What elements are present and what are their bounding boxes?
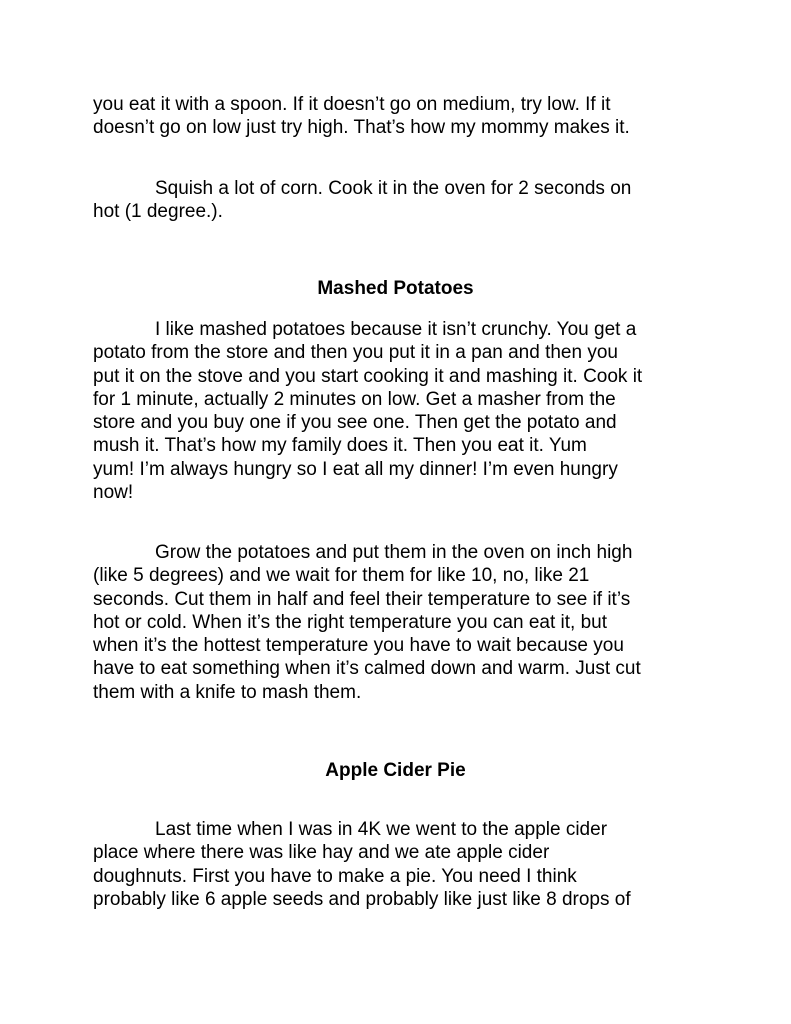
text-line: doesn’t go on low just try high. That’s how my mommy makes it. [93,117,630,139]
text-line: mush it. That’s how my family does it. Then you eat it. Yum [93,435,587,457]
text-line [93,541,713,564]
text-line-content: I like mashed potatoes because it isn’t crunchy. You get a [155,319,637,340]
section-heading-mashed-potatoes: Mashed Potatoes [317,278,474,299]
paragraph-corn-continued [93,93,713,140]
text-line: potato from the store and then you put it in a pan and then you [93,342,618,364]
text-line: (like 5 degrees) and we wait for them for like 10, no, like 21 [93,565,590,587]
text-line: you eat it with a spoon. If it doesn’t go on medium, try low. If it [93,94,611,115]
text-line: put it on the stove and you start cooking it and mashing it. Cook it [93,365,643,387]
text-line: seconds. Cut them in half and feel their temperature to see if it’s [93,588,631,610]
paragraph-apple-cider-pie [93,818,713,911]
text-line: store and you buy one if you see one. Then get the potato and [93,412,617,434]
text-line: hot or cold. When it’s the right temperature you can eat it, but [93,611,607,633]
text-line: doughnuts. First you have to make a pie. You need I think [93,865,577,887]
text-line [93,318,713,341]
text-line: when it’s the hottest temperature you have to wait because you [93,635,624,657]
paragraph-mashed-potatoes-intro [93,318,713,504]
text-line: now! [93,482,134,504]
text-line: probably like 6 apple seeds and probably like just like 8 drops of [93,888,631,910]
paragraph-mashed-potatoes-cooking [93,541,713,704]
text-line-content: Squish a lot of corn. Cook it in the oven for 2 seconds on [155,178,632,199]
text-line-content: Grow the potatoes and put them in the oven on inch high [155,542,633,563]
text-line-content: Last time when I was in 4K we went to the apple cider [155,819,608,840]
paragraph-corn-cooking [93,177,713,224]
text-line: yum! I’m always hungry so I eat all my dinner! I’m even hungry [93,458,618,480]
text-line: for 1 minute, actually 2 minutes on low. Get a masher from the [93,388,616,410]
section-heading-apple-cider-pie: Apple Cider Pie [325,760,466,781]
text-line: them with a knife to mash them. [93,681,362,703]
text-line [93,177,713,200]
text-line: have to eat something when it’s calmed down and warm. Just cut [93,658,641,680]
text-line: hot (1 degree.). [93,201,223,223]
text-line: place where there was like hay and we ate apple cider [93,842,550,864]
text-line [93,818,713,841]
